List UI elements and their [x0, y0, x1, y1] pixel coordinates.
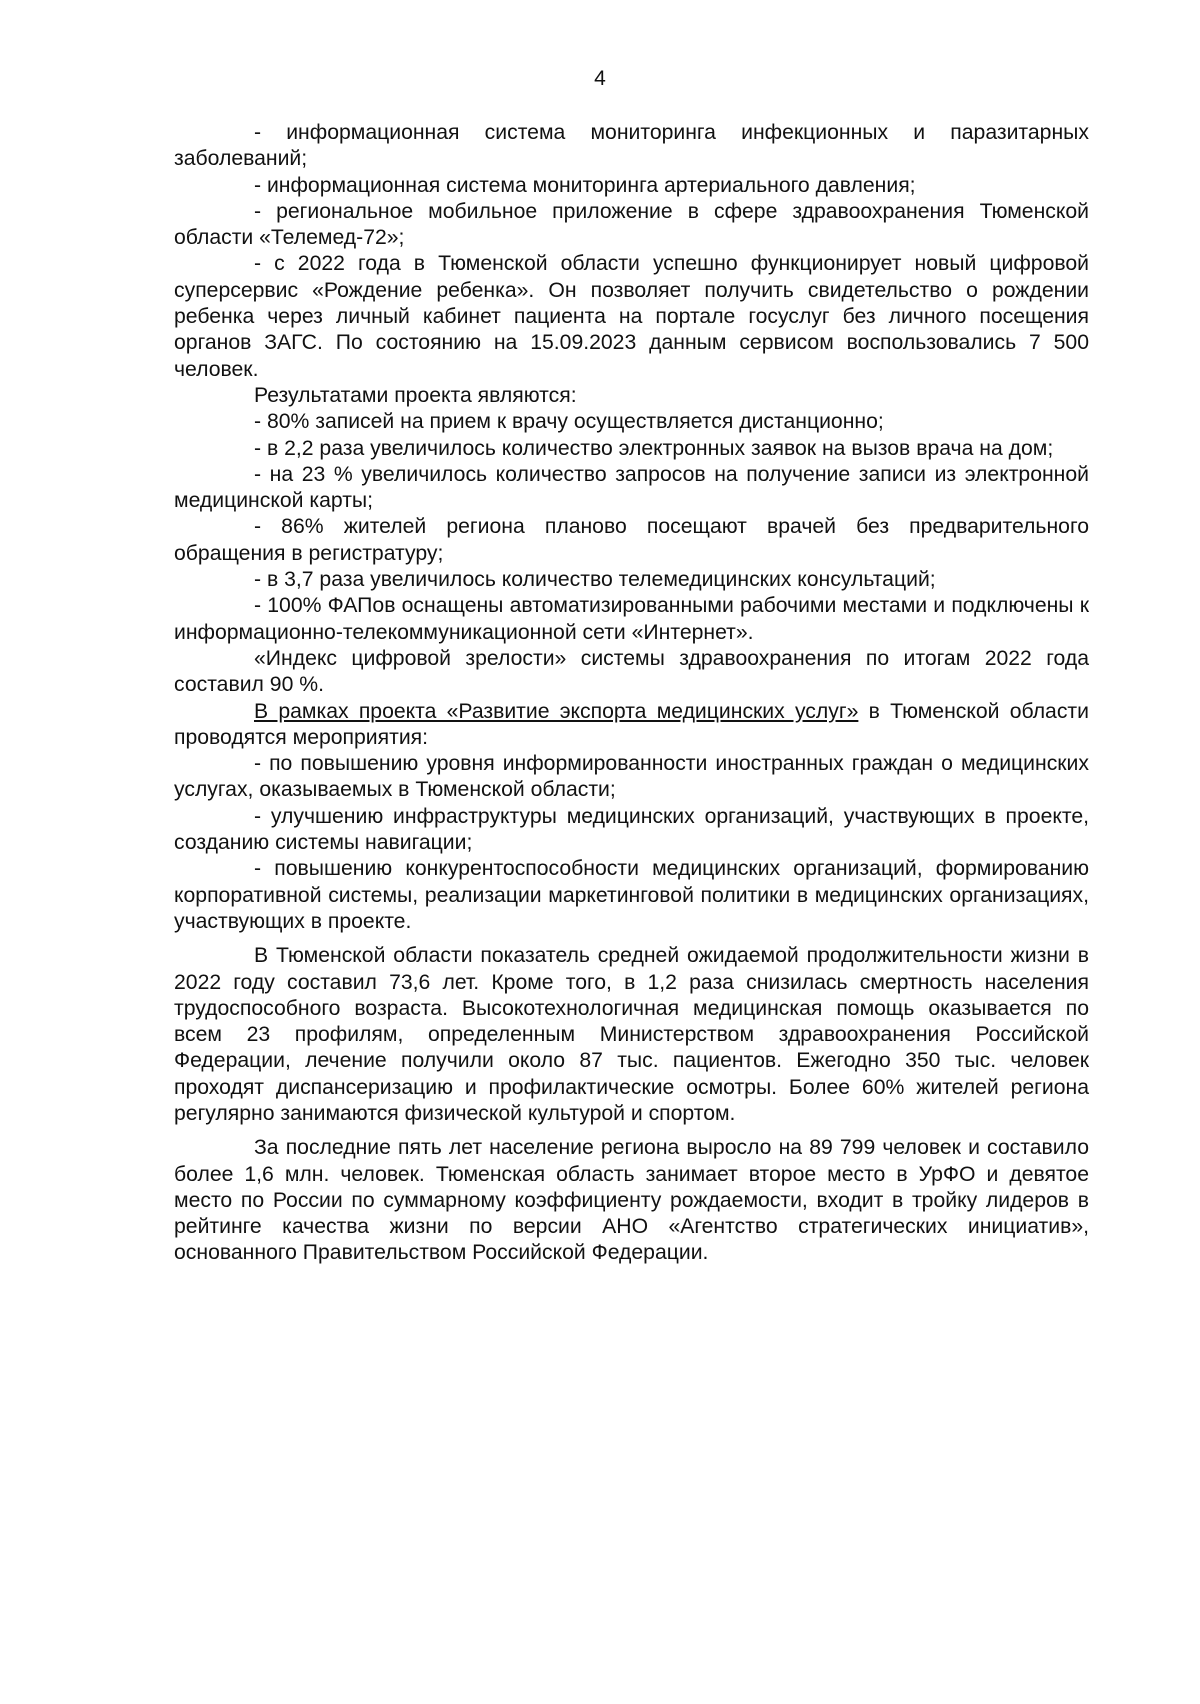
result-item-fap-equipment: - 100% ФАПов оснащены автоматизированными рабочими местами и подключены к информационно-телекоммуникационной сети «Интернет».	[174, 594, 1089, 644]
export-project-text: в Тюменской области проводятся мероприятия:	[174, 699, 1089, 749]
list-item-telemed-app: - региональное мобильное приложение в сфере здравоохранения Тюменской области «Телемед-72»;	[174, 199, 1089, 250]
document-body	[174, 120, 1089, 1267]
result-item-medical-records: - на 23 % увеличилось количество запросов на получение записи из электронной медицинской карты;	[174, 462, 1089, 513]
page-number: 4	[594, 67, 606, 90]
export-project-paragraph	[174, 699, 1089, 752]
population-paragraph: За последние пять лет население региона выросло на 89 799 человек и составило более 1,6 млн. человек. Тюменская область занимает второе место в УрФО и девятое место по России по суммарному коэффициенту рождаемости, входит в тройку лидеров в рейтинге качества жизни по версии АНО «Агентство стратегических инициатив», основанного Правительством Российской Федерации.	[174, 1136, 1089, 1265]
result-item-telemedicine: - в 3,7 раза увеличилось количество телемедицинских консультаций;	[254, 568, 936, 592]
digital-maturity-paragraph: «Индекс цифровой зрелости» системы здравоохранения по итогам 2022 года составил 90 %.	[174, 646, 1089, 697]
list-item-pressure-monitoring: - информационная система мониторинга артериального давления;	[254, 173, 916, 197]
export-project-title: В рамках проекта «Развитие экспорта медицинских услуг»	[254, 699, 859, 723]
export-item-awareness: - по повышению уровня информированности иностранных граждан о медицинских услугах, оказываемых в Тюменской области;	[174, 752, 1089, 802]
result-item-remote-appointments: - 80% записей на прием к врачу осуществляется дистанционно;	[254, 410, 884, 434]
result-item-home-calls: - в 2,2 раза увеличилось количество электронных заявок на вызов врача на дом;	[254, 436, 1054, 460]
list-item-birth-service: - с 2022 года в Тюменской области успешно функционирует новый цифровой суперсервис «Рождение ребенка». Он позволяет получить свидетельство о рождении ребенка через личный кабинет пациента на портале госуслуг без личного посещения органов ЗАГС. По состоянию на 15.09.2023 данным сервисом воспользовались 7 500 человек.	[174, 252, 1089, 381]
export-item-infrastructure: - улучшению инфраструктуры медицинских организаций, участвующих в проекте, созданию системы навигации;	[174, 804, 1089, 855]
export-item-competitiveness: - повышению конкурентоспособности медицинских организаций, формированию корпоративной системы, реализации маркетинговой политики в медицинских организациях, участвующих в проекте.	[174, 857, 1089, 933]
list-item-infection-monitoring: - информационная система мониторинга инфекционных и паразитарных заболеваний;	[174, 121, 1089, 171]
life-expectancy-paragraph: В Тюменской области показатель средней ожидаемой продолжительности жизни в 2022 году составил 73,6 лет. Кроме того, в 1,2 раза снизилась смертность населения трудоспособного возраста. Высокотехнологичная медицинская помощь оказывается по всем 23 профилям, определенным Министерством здравоохранения Российской Федерации, лечение получили около 87 тыс. пациентов. Ежегодно 350 тыс. человек проходят диспансеризацию и профилактические осмотры. Более 60% жителей региона регулярно занимаются физической культурой и спортом.	[174, 944, 1089, 1125]
result-item-no-registry: - 86% жителей региона планово посещают врачей без предварительного обращения в регистратуру;	[174, 515, 1089, 565]
results-heading: Результатами проекта являются:	[254, 383, 577, 407]
